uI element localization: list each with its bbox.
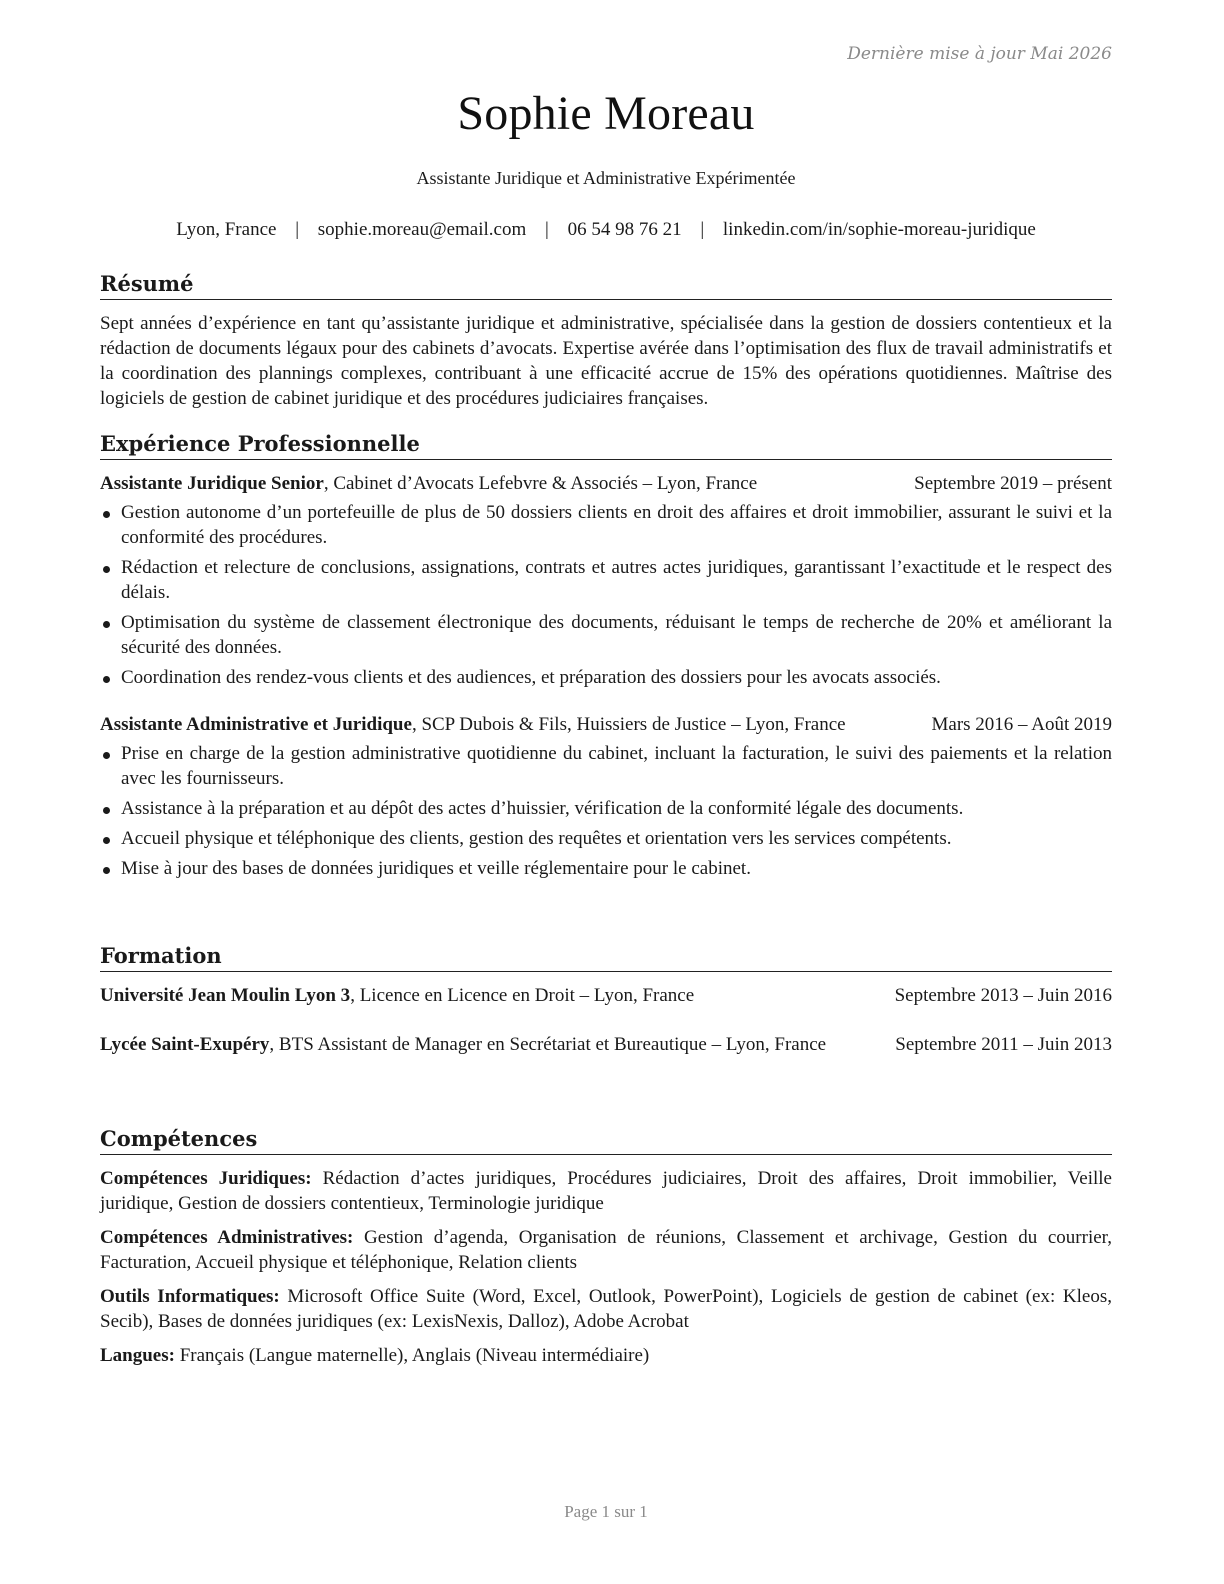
job-dates: Septembre 2019 – présent <box>914 473 1112 494</box>
summary-section <box>100 270 1112 411</box>
section-title: Expérience Professionnelle <box>100 430 1112 460</box>
bullet-text: Accueil physique et téléphonique des clients, gestion des requêtes et orientation vers les services compétents. <box>121 828 952 849</box>
job-dates: Mars 2016 – Août 2019 <box>931 714 1112 735</box>
bullet-text: Prise en charge de la gestion administrative quotidienne du cabinet, incluant la facturation, le suivi des paiements et la relation avec les fournisseurs. <box>121 743 1112 789</box>
list-item <box>100 741 1112 791</box>
section-title: Formation <box>100 942 1112 972</box>
skill-group <box>100 1166 1112 1216</box>
bullet-icon <box>103 621 110 628</box>
education-title-line <box>100 983 880 1008</box>
job-header <box>100 471 1112 496</box>
bullet-text: Assistance à la préparation et au dépôt des actes d’huissier, vérification de la conformité légale des documents. <box>121 798 964 819</box>
job-entry <box>100 712 1112 881</box>
job-employer: , SCP Dubois & Fils, Huissiers de Justice – Lyon, France <box>411 714 846 735</box>
job-employer: , Cabinet d’Avocats Lefebvre & Associés – Lyon, France <box>323 473 758 494</box>
education-degree: , Licence en Licence en Droit – Lyon, France <box>350 985 695 1006</box>
list-item <box>100 500 1112 550</box>
education-school: Université Jean Moulin Lyon 3 <box>100 985 351 1006</box>
list-item <box>100 856 1112 881</box>
bullet-icon <box>103 807 110 814</box>
skill-group <box>100 1284 1112 1334</box>
summary-text: Sept années d’expérience en tant qu’assistante juridique et administrative, spécialisée dans la gestion de dossiers contentieux et la rédaction de documents légaux pour des cabinets d’avocats. Expertise avérée dans l’optimisation des flux de travail administratifs et la coordination des plannings complexes, contribuant à une efficacité accrue de 15% des opérations quotidiennes. Maîtrise des logiciels de gestion de cabinet juridique et des procédures judiciaires françaises. <box>100 313 1112 409</box>
list-item <box>100 665 1112 690</box>
candidate-name: Sophie Moreau <box>457 87 755 140</box>
job-header <box>100 712 1112 737</box>
skill-group <box>100 1225 1112 1275</box>
education-entry <box>100 983 1112 1008</box>
skill-text: Gestion d’agenda, Organisation de réunions, Classement et archivage, Gestion du courrier, Facturation, Accueil physique et téléphonique, Relation clients <box>100 1227 1112 1273</box>
education-degree: , BTS Assistant de Manager en Secrétariat et Bureautique – Lyon, France <box>269 1034 827 1055</box>
list-item <box>100 826 1112 851</box>
education-dates: Septembre 2013 – Juin 2016 <box>894 985 1112 1006</box>
job-title-line <box>100 712 932 737</box>
contact-separator: | <box>295 219 300 240</box>
list-item <box>100 796 1112 821</box>
bullet-text: Rédaction et relecture de conclusions, assignations, contrats et autres actes juridiques, garantissant l’exactitude et le respect des délais. <box>121 557 1112 603</box>
education-section <box>100 942 1112 1057</box>
skill-label: Langues: <box>100 1345 175 1366</box>
page-number: Page 1 sur 1 <box>564 1502 648 1521</box>
contact-separator: | <box>700 219 705 240</box>
education-school: Lycée Saint-Exupéry <box>100 1034 270 1055</box>
skill-text: Rédaction d’actes juridiques, Procédures judiciaires, Droit des affaires, Droit immobilier, Veille juridique, Gestion de dossiers contentieux, Terminologie juridique <box>100 1168 1112 1214</box>
bullet-text: Mise à jour des bases de données juridiques et veille réglementaire pour le cabinet. <box>121 858 751 879</box>
list-item <box>100 610 1112 660</box>
contact-separator: | <box>545 219 549 240</box>
bullet-text: Gestion autonome d’un portefeuille de plus de 50 dossiers clients en droit des affaires et droit immobilier, assurant le suivi et la conformité des procédures. <box>121 502 1112 548</box>
bullet-icon <box>103 867 110 874</box>
skill-group <box>100 1343 1112 1368</box>
education-entry <box>100 1032 1112 1057</box>
job-title-line <box>100 471 914 496</box>
bullet-icon <box>103 752 110 759</box>
skill-label: Compétences Administratives: <box>100 1227 354 1248</box>
resume-page <box>100 0 1112 1584</box>
section-title: Compétences <box>100 1125 1112 1155</box>
contact-location: Lyon, France <box>176 219 277 240</box>
job-bullets <box>100 741 1112 881</box>
skill-label: Outils Informatiques: <box>100 1286 280 1307</box>
education-title-line <box>100 1032 880 1057</box>
job-role: Assistante Juridique Senior <box>100 473 324 494</box>
section-title: Résumé <box>100 270 1112 300</box>
experience-section <box>100 430 1112 886</box>
skills-section <box>100 1125 1112 1377</box>
last-updated: Dernière mise à jour Mai 2026 <box>847 44 1112 64</box>
skill-text: Microsoft Office Suite (Word, Excel, Outlook, PowerPoint), Logiciels de gestion de cabinet (ex: Kleos, Secib), Bases de données juridiques (ex: LexisNexis, Dalloz), Adobe Acrobat <box>100 1286 1112 1332</box>
contact-linkedin[interactable]: linkedin.com/in/sophie-moreau-juridique <box>722 219 1036 240</box>
candidate-headline: Assistante Juridique et Administrative Expérimentée <box>416 168 796 188</box>
contact-line <box>100 219 1112 241</box>
bullet-icon <box>103 676 110 683</box>
job-role: Assistante Administrative et Juridique <box>100 714 412 735</box>
education-dates: Septembre 2011 – Juin 2013 <box>895 1034 1112 1055</box>
skill-text: Français (Langue maternelle), Anglais (Niveau intermédiaire) <box>174 1345 650 1366</box>
skill-label: Compétences Juridiques: <box>100 1168 312 1189</box>
bullet-text: Coordination des rendez-vous clients et des audiences, et préparation des dossiers pour les avocats associés. <box>121 667 941 688</box>
bullet-text: Optimisation du système de classement électronique des documents, réduisant le temps de recherche de 20% et améliorant la sécurité des données. <box>121 612 1112 658</box>
list-item <box>100 555 1112 605</box>
contact-email[interactable]: sophie.moreau@email.com <box>317 219 527 240</box>
job-bullets <box>100 500 1112 690</box>
bullet-icon <box>103 837 110 844</box>
bullet-icon <box>103 511 110 518</box>
contact-phone[interactable]: 06 54 98 76 21 <box>567 219 682 240</box>
job-entry <box>100 471 1112 690</box>
bullet-icon <box>103 566 110 573</box>
